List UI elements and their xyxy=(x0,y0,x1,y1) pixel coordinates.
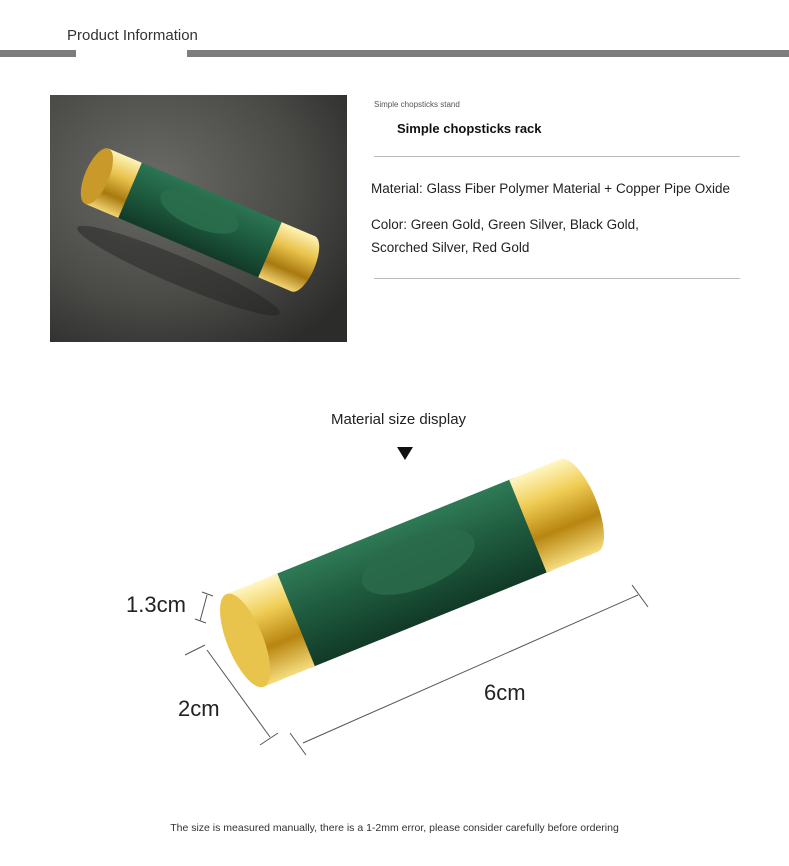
product-name: Simple chopsticks rack xyxy=(397,121,542,136)
measurement-note: The size is measured manually, there is a 1-2mm error, please consider carefully before ordering xyxy=(170,822,619,834)
size-section-title: Material size display xyxy=(331,411,467,428)
header-divider-right xyxy=(187,50,789,57)
section-title: Product Information xyxy=(67,27,198,44)
color-spec: Color: Green Gold, Green Silver, Black Gold, Scorched Silver, Red Gold xyxy=(371,217,639,255)
width-dimension-label: 2cm xyxy=(178,696,220,721)
product-caption: Simple chopsticks stand xyxy=(374,100,460,109)
size-diagram xyxy=(110,445,670,775)
height-dimension-label: 1.3cm xyxy=(126,592,186,617)
product-photo xyxy=(50,95,347,342)
header-divider-left xyxy=(0,50,76,57)
divider xyxy=(374,156,740,157)
divider xyxy=(374,278,740,279)
material-spec: Material: Glass Fiber Polymer Material + Copper Pipe Oxide xyxy=(371,181,731,196)
length-dimension-label: 6cm xyxy=(484,680,526,705)
